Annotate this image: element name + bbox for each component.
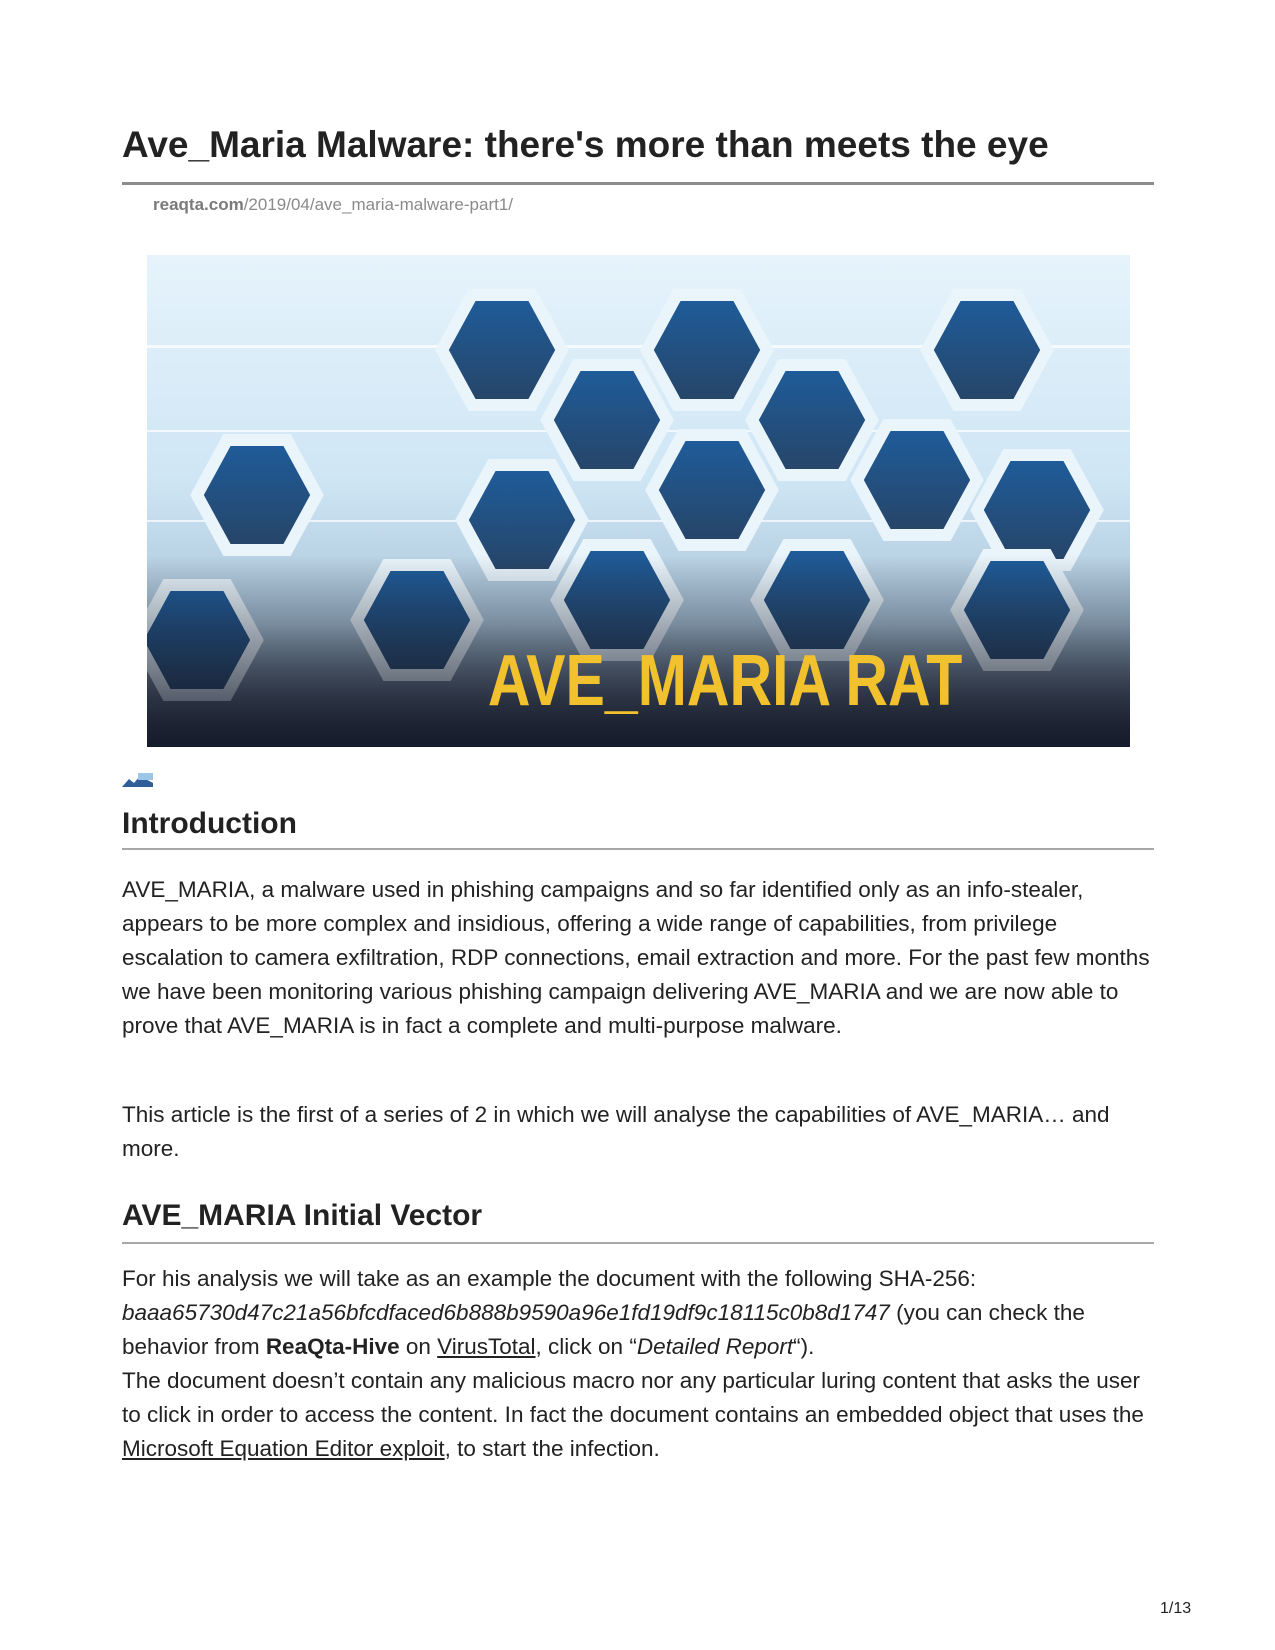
article-title: Ave_Maria Malware: there's more than meets the eye [122, 124, 1049, 165]
hero-banner-image [147, 255, 1130, 747]
intro-paragraph-2: This article is the first of a series of 2 in which we will analyse the capabilities of AVE_MARIA… and more. [122, 1102, 1110, 1161]
source-domain: reaqta.com [153, 195, 244, 214]
image-thumbnail-icon [122, 773, 153, 787]
heading-initial-vector: AVE_MARIA Initial Vector [122, 1199, 483, 1232]
source-path: /2019/04/ave_maria-malware-part1/ [243, 195, 514, 214]
source-url[interactable] [153, 195, 513, 215]
detailed-report-text: Detailed Report [636, 1334, 794, 1359]
vector-paragraph: For his analysis we will take as an example the document with the following SHA-256: baaa65730d47c21a56bfcdfaced6b888b9590a96e1fd19df9c18115c0b8d1747 (you can check the behavior from ReaQta-Hive on VirusTotal, click on “Detailed Report“). The document doesn’t contain any malicious macro nor any particular luring content that asks the user to click in order to access the content. In fact the document contains an embedded object that uses the Microsoft Equation Editor exploit, to start the infection. [122, 1266, 1144, 1461]
virustotal-link[interactable]: VirusTotal [437, 1334, 536, 1359]
section-divider [122, 1242, 1154, 1244]
page-indicator: 1/13 [1160, 1600, 1192, 1617]
section-divider [122, 848, 1154, 850]
equation-editor-exploit-link[interactable]: Microsoft Equation Editor exploit [122, 1436, 445, 1461]
intro-paragraph-1: AVE_MARIA, a malware used in phishing campaigns and so far identified only as an info-stealer, appears to be more complex and insidious, offering a wide range of capabilities, from privilege escalation to camera exfiltration, RDP connections, email extraction and more. For the past few months we have been monitoring various phishing campaign delivering AVE_MARIA and we are now able to prove that AVE_MARIA is in fact a complete and multi-purpose malware. [122, 877, 1150, 1038]
heading-introduction: Introduction [122, 807, 297, 840]
hero-caption: AVE_MARIA RAT [487, 639, 963, 721]
reaqta-hive-name: ReaQta-Hive [265, 1334, 400, 1359]
title-divider [122, 182, 1154, 185]
sha256-hash: baaa65730d47c21a56bfcdfaced6b888b9590a96e1fd19df9c18115c0b8d1747 [122, 1300, 890, 1325]
